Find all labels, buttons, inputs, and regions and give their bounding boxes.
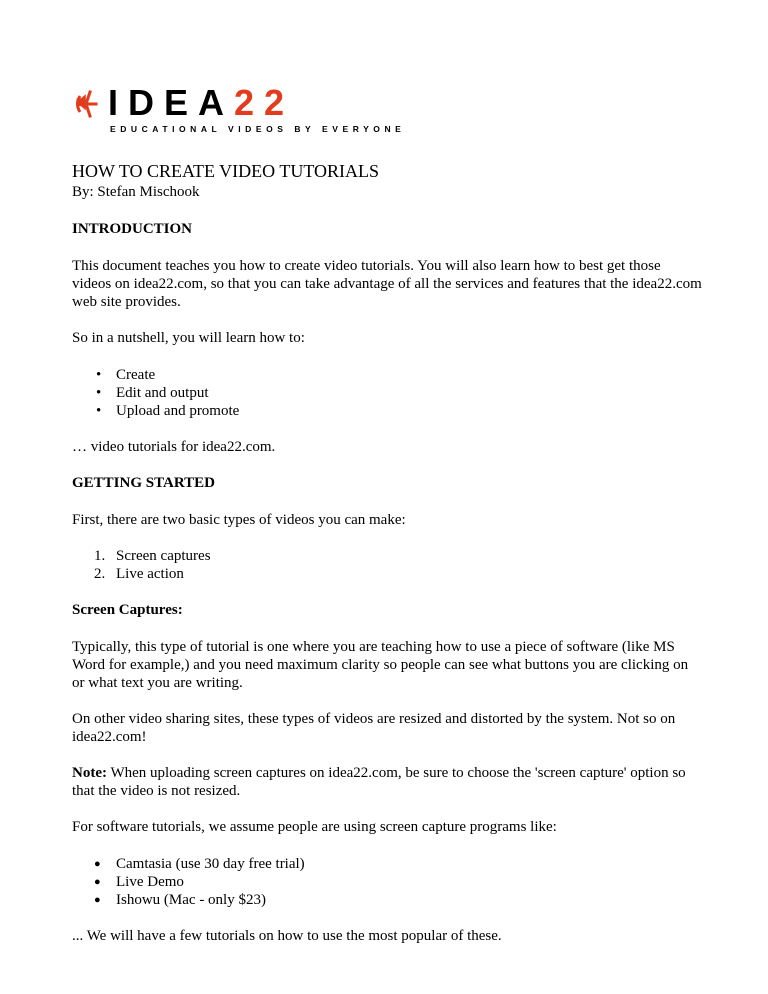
learn-list xyxy=(72,366,702,420)
logo-word-22: 22 xyxy=(234,82,295,123)
intro-paragraph-1: This document teaches you how to create video tutorials. You will also learn how to best get those videos on idea22.com, so that you can take advantage of all the services and features that the idea22.com web site provides. xyxy=(72,258,702,310)
getting-started-paragraph: First, there are two basic types of videos you can make: xyxy=(72,512,406,528)
note-paragraph xyxy=(72,764,702,800)
list-item xyxy=(72,565,702,583)
list-item: ● Live Demo xyxy=(72,873,702,891)
video-types-list xyxy=(72,547,702,583)
document-body xyxy=(72,160,702,945)
author-byline: By: Stefan Mischook xyxy=(72,184,200,200)
list-item: ● Camtasia (use 30 day free trial) xyxy=(72,855,702,873)
list-text: Live action xyxy=(116,566,184,582)
list-number: 1. xyxy=(94,548,106,564)
list-item xyxy=(72,547,702,565)
note-label: Note: xyxy=(72,765,107,781)
logo-tagline: EDUCATIONAL VIDEOS BY EVERYONE xyxy=(110,124,406,134)
screen-captures-paragraph-2: On other video sharing sites, these types of videos are resized and distorted by the system. Not so on idea22.com! xyxy=(72,711,676,745)
screen-captures-paragraph-1: Typically, this type of tutorial is one where you are teaching how to use a piece of software (like MS Word for example,) and you need maximum clarity so people can see what buttons you are clicking on or what text you are writing. xyxy=(72,639,689,691)
getting-started-heading: GETTING STARTED xyxy=(72,475,215,491)
intro-heading: INTRODUCTION xyxy=(72,221,193,237)
screen-captures-paragraph-3: For software tutorials, we assume people are using screen capture programs like: xyxy=(72,819,557,835)
speaker-sound-icon xyxy=(74,88,104,120)
idea22-logo xyxy=(74,82,406,138)
logo-wordmark xyxy=(108,83,294,123)
document-title: HOW TO CREATE VIDEO TUTORIALS xyxy=(72,161,380,181)
list-item: ● Ishowu (Mac - only $23) xyxy=(72,891,702,909)
list-item: • Upload and promote xyxy=(72,402,702,420)
list-item: • Create xyxy=(72,366,702,384)
logo-word-idea: IDEA xyxy=(108,82,235,123)
screen-captures-paragraph-4: ... We will have a few tutorials on how to use the most popular of these. xyxy=(72,928,502,944)
programs-list xyxy=(72,855,702,909)
list-text: Screen captures xyxy=(116,548,211,564)
list-number: 2. xyxy=(94,566,106,582)
screen-captures-heading: Screen Captures: xyxy=(72,602,183,618)
intro-paragraph-3: … video tutorials for idea22.com. xyxy=(72,439,276,455)
intro-paragraph-2: So in a nutshell, you will learn how to: xyxy=(72,330,305,346)
list-item: • Edit and output xyxy=(72,384,702,402)
note-text: When uploading screen captures on idea22.com, be sure to choose the 'screen capture' option so that the video is not resized. xyxy=(72,765,686,799)
